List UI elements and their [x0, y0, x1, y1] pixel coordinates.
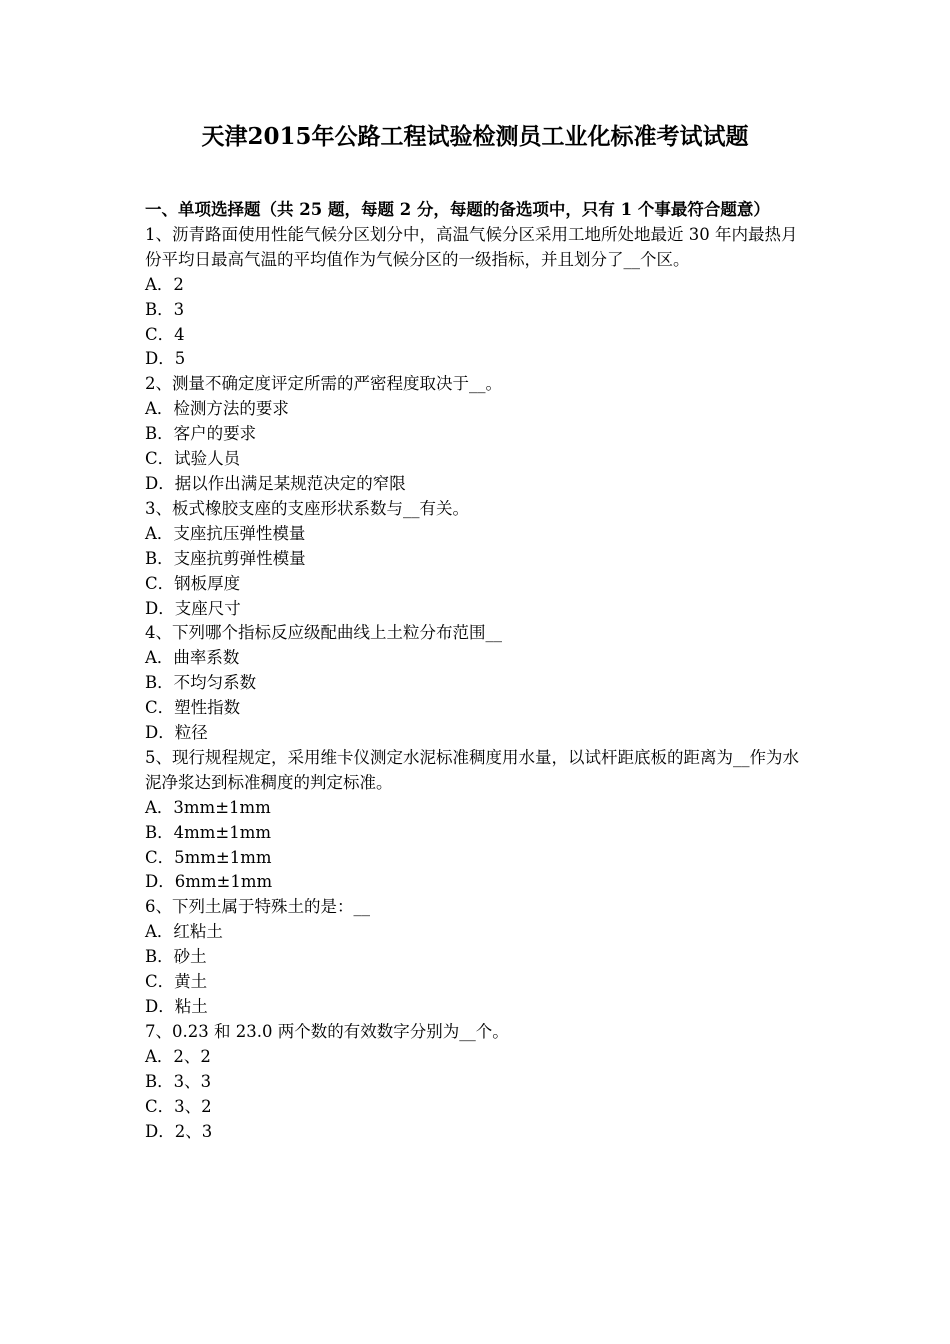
- option-c: C．钢板厚度: [145, 573, 241, 593]
- option-a: A．2: [145, 274, 184, 294]
- option-d: D．粒径: [145, 723, 208, 743]
- option-c: C．塑性指数: [145, 698, 241, 718]
- question-stem: 6、下列土属于特殊土的是：__: [145, 897, 370, 917]
- option-a: A．检测方法的要求: [145, 399, 289, 419]
- question-stem: 5、现行规程规定，采用维卡仪测定水泥标准稠度用水量，以试杆距底板的距离为__作为水泥净浆达到标准稠度的判定标准。: [145, 747, 799, 792]
- option-a: A．红粘土: [145, 922, 223, 942]
- option-a: A．曲率系数: [145, 648, 240, 668]
- option-d: D．据以作出满足某规范决定的窄限: [145, 473, 406, 493]
- option-c: C．5mm±1mm: [145, 847, 272, 867]
- option-d: D．粘土: [145, 997, 208, 1016]
- option-c: C．3、2: [145, 1096, 212, 1116]
- question-4: [145, 621, 810, 746]
- document-body: [145, 198, 810, 1144]
- question-stem: 7、0.23 和 23.0 两个数的有效数字分别为__个。: [145, 1021, 509, 1041]
- option-a: A．支座抗压弹性模量: [145, 523, 306, 543]
- option-b: B．3: [145, 299, 185, 319]
- question-6: [145, 895, 810, 1020]
- option-a: A．3mm±1mm: [145, 797, 271, 817]
- option-b: B．3、3: [145, 1071, 212, 1091]
- document-title: 天津2015年公路工程试验检测员工业化标准考试试题: [201, 123, 749, 150]
- option-c: C．黄土: [145, 972, 208, 992]
- question-stem: 4、下列哪个指标反应级配曲线上土粒分布范围__: [145, 623, 502, 643]
- option-a: A．2、2: [145, 1046, 211, 1066]
- question-stem: 1、沥青路面使用性能气候分区划分中，高温气候分区采用工地所处地最近 30 年内最热月份平均日最高气温的平均值作为气候分区的一级指标，并且划分了__个区。: [145, 224, 798, 269]
- option-c: C．4: [145, 324, 185, 344]
- question-3: [145, 497, 810, 622]
- option-b: B．砂土: [145, 947, 207, 967]
- section-heading: 一、单项选择题（共 25 题，每题 2 分，每题的备选项中，只有 1 个事最符合题意）: [145, 200, 770, 219]
- question-1: [145, 223, 810, 372]
- option-c: C．试验人员: [145, 449, 241, 469]
- option-b: B．支座抗剪弹性模量: [145, 548, 306, 568]
- option-d: D．5: [145, 349, 186, 369]
- option-d: D．支座尺寸: [145, 598, 241, 618]
- question-7: [145, 1020, 810, 1145]
- question-2: [145, 372, 810, 497]
- question-stem: 3、板式橡胶支座的支座形状系数与__有关。: [145, 498, 469, 518]
- question-5: [145, 746, 810, 895]
- option-b: B．4mm±1mm: [145, 822, 272, 842]
- option-d: D．6mm±1mm: [145, 872, 273, 892]
- option-d: D．2、3: [145, 1121, 213, 1141]
- option-b: B．不均匀系数: [145, 673, 257, 693]
- option-b: B．客户的要求: [145, 424, 257, 444]
- question-stem: 2、测量不确定度评定所需的严密程度取决于__。: [145, 374, 502, 394]
